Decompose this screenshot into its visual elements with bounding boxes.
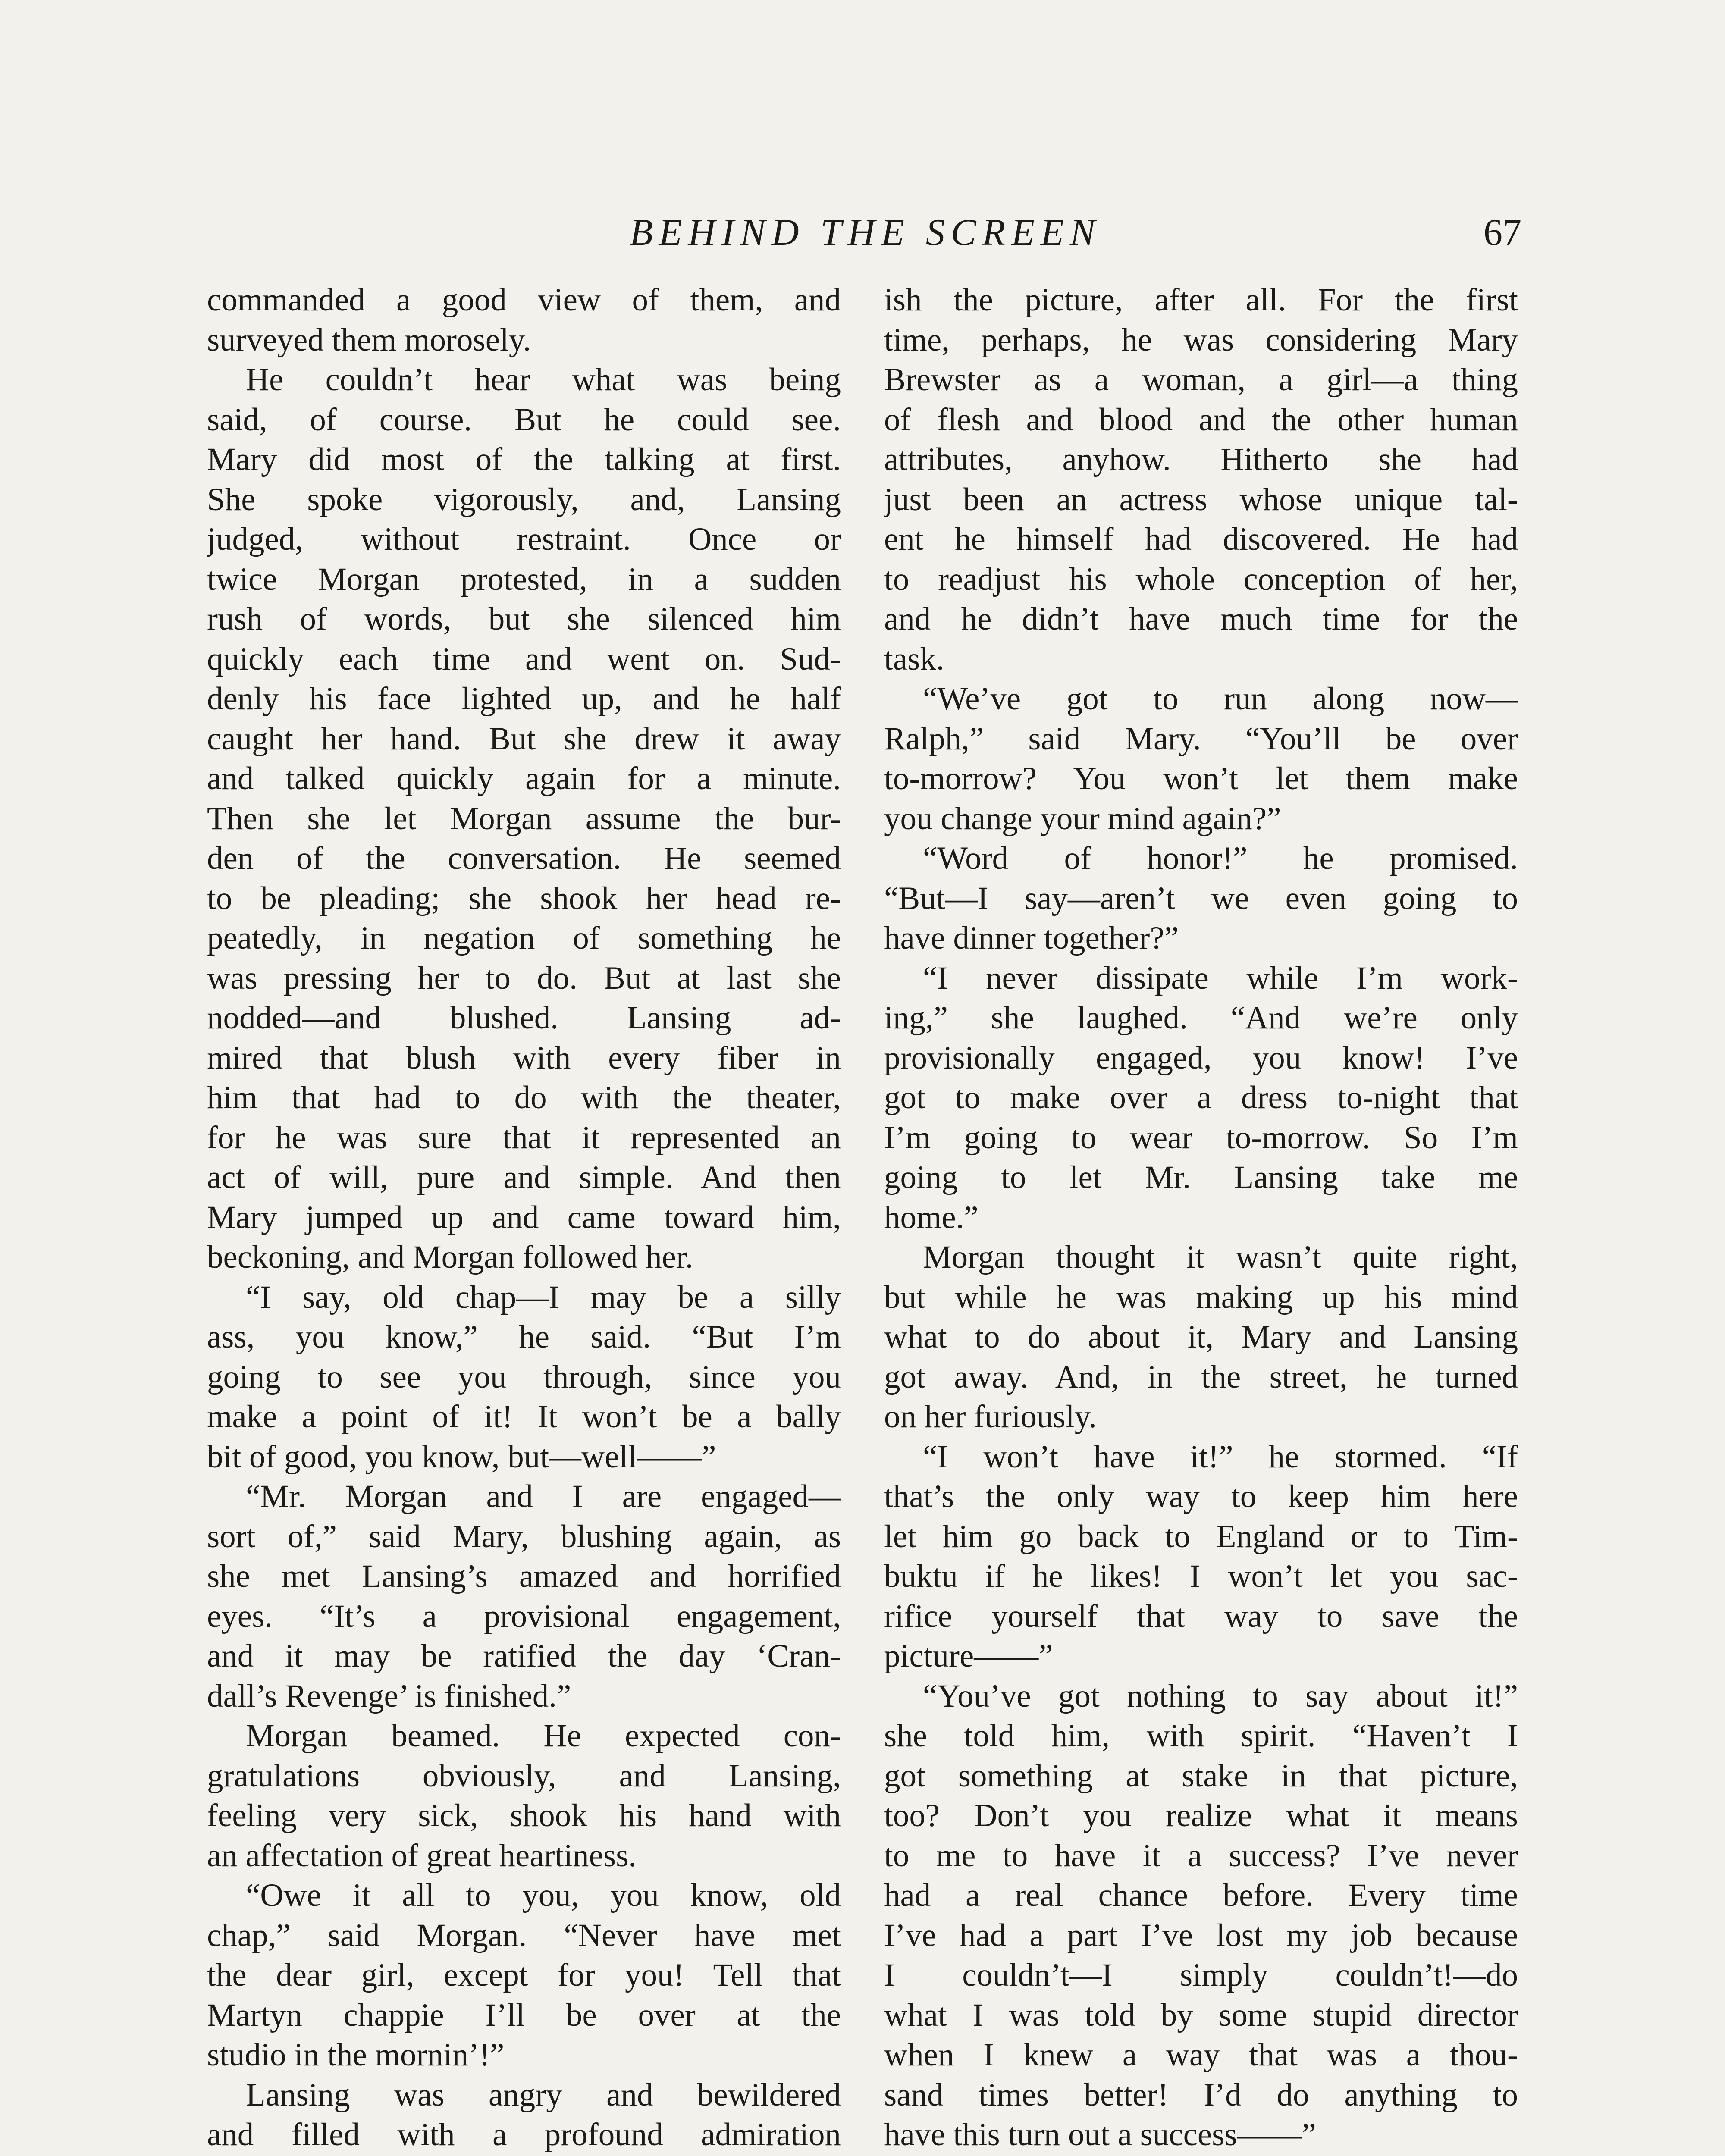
text-line: too? Don’t you realize what it means (884, 1798, 1518, 1833)
text-line: just been an actress whose unique tal- (884, 481, 1518, 517)
text-line: make a point of it! It won’t be a bally (207, 1399, 841, 1435)
text-line: rush of words, but she silenced him (207, 601, 841, 637)
page-number: 67 (1484, 212, 1521, 254)
text-line: sand times better! I’d do anything to (884, 2077, 1518, 2113)
text-line: dall’s Revenge’ is finished.” (207, 1678, 571, 1714)
text-line: “I never dissipate while I’m work- (923, 960, 1518, 996)
text-line: to-morrow? You won’t let them make (884, 761, 1518, 796)
text-line: Morgan thought it wasn’t quite right, (923, 1239, 1518, 1275)
text-line: when I knew a way that was a thou- (884, 2037, 1518, 2073)
text-line: Then she let Morgan assume the bur- (207, 800, 841, 837)
text-line: attributes, anyhow. Hitherto she had (884, 442, 1518, 477)
text-line: but while he was making up his mind (884, 1279, 1518, 1315)
text-line: gratulations obviously, and Lansing, (207, 1758, 841, 1794)
text-line: said, of course. But he could see. (207, 401, 841, 438)
text-line: Mary did most of the talking at first. (207, 442, 841, 477)
text-line: studio in the mornin’!” (207, 2037, 505, 2073)
text-line: got away. And, in the street, he turned (884, 1359, 1518, 1395)
text-line: rifice yourself that way to save the (884, 1598, 1518, 1634)
text-line: “Owe it all to you, you know, old (246, 1877, 841, 1913)
running-title: BEHIND THE SCREEN (630, 212, 1101, 254)
text-line: judged, without restraint. Once or (207, 521, 841, 557)
text-line: and talked quickly again for a minute. (207, 761, 841, 796)
text-line: got to make over a dress to-night that (884, 1080, 1518, 1116)
text-line: an affectation of great heartiness. (207, 1837, 637, 1874)
text-line: Lansing was angry and bewildered (246, 2077, 841, 2113)
text-line: commanded a good view of them, and (207, 282, 841, 318)
text-line: act of will, pure and simple. And then (207, 1159, 841, 1195)
text-line: the dear girl, except for you! Tell that (207, 1957, 841, 1993)
text-line: buktu if he likes! I won’t let you sac- (884, 1558, 1518, 1594)
text-line: what to do about it, Mary and Lansing (884, 1319, 1518, 1355)
text-line: for he was sure that it represented an (207, 1119, 841, 1156)
text-line: time, perhaps, he was considering Mary (884, 322, 1518, 358)
text-line: of flesh and blood and the other human (884, 401, 1518, 438)
text-line: “But—I say—aren’t we even going to (884, 880, 1518, 916)
text-line: Brewster as a woman, a girl—a thing (884, 362, 1518, 398)
text-line: mired that blush with every fiber in (207, 1040, 841, 1076)
text-line: let him go back to England or to Tim- (884, 1518, 1518, 1554)
text-line: and filled with a profound admiration (207, 2117, 841, 2153)
text-line: task. (884, 641, 944, 677)
text-line: Morgan beamed. He expected con- (246, 1718, 841, 1754)
text-line: and he didn’t have much time for the (884, 601, 1518, 637)
text-line: feeling very sick, shook his hand with (207, 1798, 841, 1833)
text-line: ent he himself had discovered. He had (884, 521, 1518, 557)
text-line: to me to have it a success? I’ve never (884, 1837, 1518, 1874)
text-line: He couldn’t hear what was being (246, 362, 841, 398)
text-line: going to let Mr. Lansing take me (884, 1159, 1518, 1195)
text-line: surveyed them morosely. (207, 322, 531, 358)
text-line: Martyn chappie I’ll be over at the (207, 1997, 841, 2033)
text-line: you change your mind again?” (884, 800, 1281, 837)
text-line: caught her hand. But she drew it away (207, 721, 841, 757)
text-line: have this turn out a success——” (884, 2117, 1316, 2153)
text-line: “We’ve got to run along now— (923, 681, 1518, 717)
text-line: got something at stake in that picture, (884, 1758, 1518, 1794)
text-line: she met Lansing’s amazed and horrified (207, 1558, 841, 1594)
text-line: Mary jumped up and came toward him, (207, 1199, 841, 1235)
text-line: I couldn’t—I simply couldn’t!—do (884, 1957, 1518, 1993)
left-column (207, 280, 841, 2156)
text-line: I’m going to wear to-morrow. So I’m (884, 1119, 1518, 1156)
text-line: quickly each time and went on. Sud- (207, 641, 841, 677)
text-line: and it may be ratified the day ‘Cran- (207, 1638, 841, 1674)
text-line: “Mr. Morgan and I are engaged— (246, 1479, 841, 1514)
text-line: had a real chance before. Every time (884, 1877, 1518, 1913)
text-line: twice Morgan protested, in a sudden (207, 561, 841, 597)
text-line: beckoning, and Morgan followed her. (207, 1239, 693, 1275)
text-line: peatedly, in negation of something he (207, 920, 841, 956)
text-line: home.” (884, 1199, 979, 1235)
running-head (0, 201, 1725, 265)
text-line: eyes. “It’s a provisional engagement, (207, 1598, 841, 1634)
text-line: going to see you through, since you (207, 1359, 841, 1395)
text-line: picture——” (884, 1638, 1053, 1674)
text-line: I’ve had a part I’ve lost my job because (884, 1917, 1518, 1953)
text-line: provisionally engaged, you know! I’ve (884, 1040, 1518, 1076)
text-line: nodded—and blushed. Lansing ad- (207, 1000, 841, 1036)
text-line: ish the picture, after all. For the first (884, 282, 1518, 318)
right-column (884, 280, 1518, 2156)
text-line: bit of good, you know, but—well——” (207, 1438, 716, 1475)
text-line: what I was told by some stupid director (884, 1997, 1518, 2033)
text-line: “I won’t have it!” he stormed. “If (923, 1438, 1518, 1475)
text-line: “Word of honor!” he promised. (923, 840, 1518, 876)
text-line: on her furiously. (884, 1399, 1097, 1435)
text-line: “You’ve got nothing to say about it!” (923, 1678, 1518, 1714)
text-line: Ralph,” said Mary. “You’ll be over (884, 721, 1518, 757)
text-line: him that had to do with the theater, (207, 1080, 841, 1116)
text-line: “I say, old chap—I may be a silly (246, 1279, 841, 1315)
text-line: sort of,” said Mary, blushing again, as (207, 1518, 841, 1554)
text-line: was pressing her to do. But at last she (207, 960, 841, 996)
text-line: that’s the only way to keep him here (884, 1479, 1518, 1514)
text-line: ass, you know,” he said. “But I’m (207, 1319, 841, 1355)
text-line: ing,” she laughed. “And we’re only (884, 1000, 1518, 1036)
text-line: she told him, with spirit. “Haven’t I (884, 1718, 1518, 1754)
text-line: to be pleading; she shook her head re- (207, 880, 841, 916)
text-line: to readjust his whole conception of her, (884, 561, 1518, 597)
text-line: den of the conversation. He seemed (207, 840, 841, 876)
text-line: She spoke vigorously, and, Lansing (207, 481, 841, 517)
text-line: denly his face lighted up, and he half (207, 681, 841, 717)
text-line: have dinner together?” (884, 920, 1179, 956)
text-line: chap,” said Morgan. “Never have met (207, 1917, 841, 1953)
